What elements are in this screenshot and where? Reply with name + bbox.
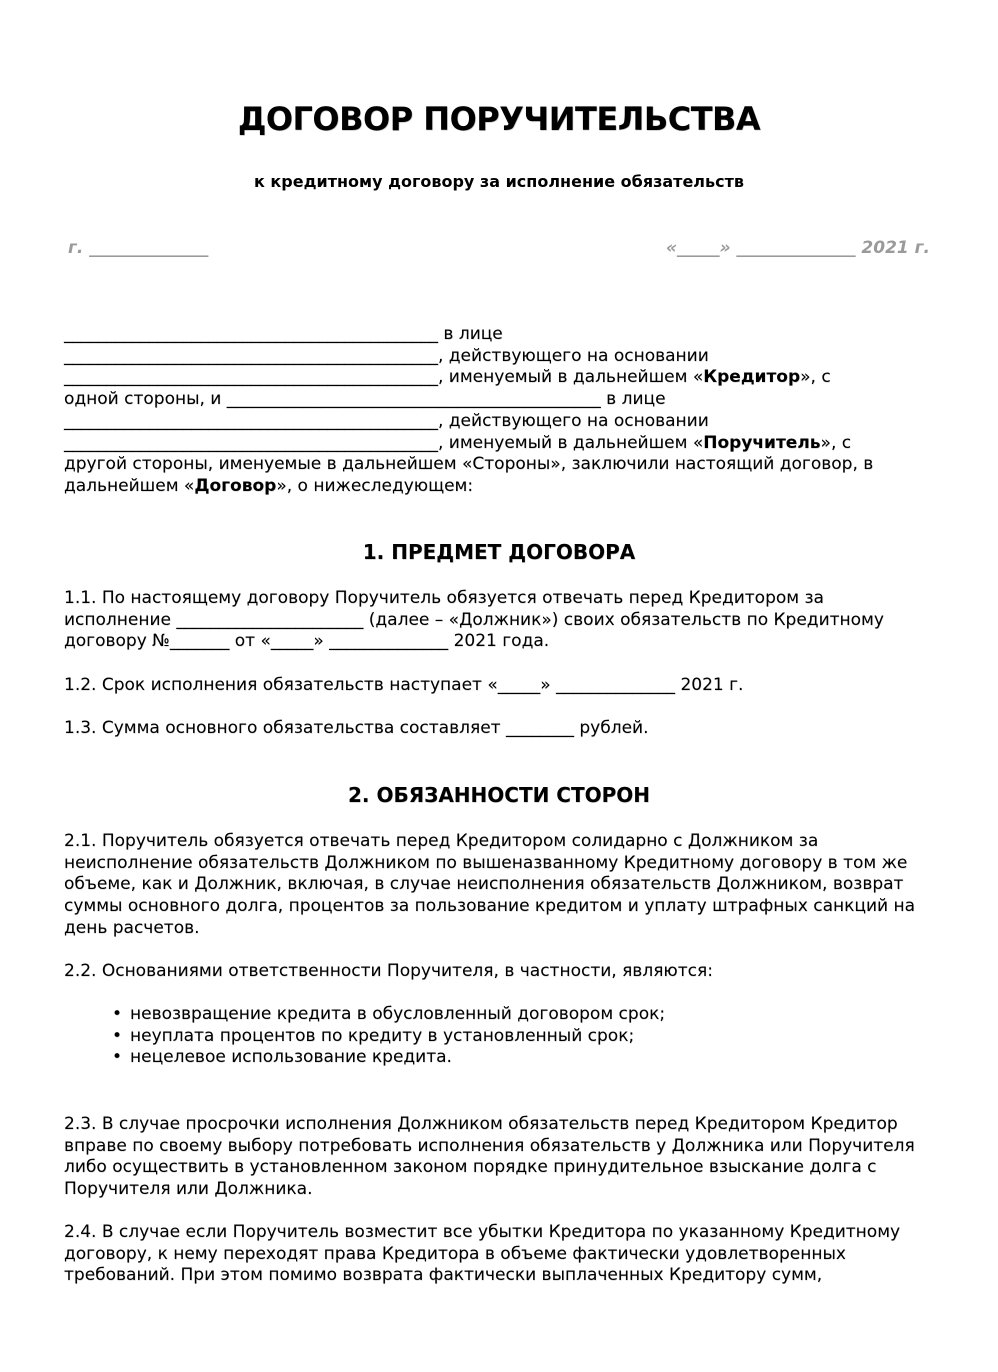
clause-1-1 <box>64 588 944 653</box>
term-guarantor: Поручитель <box>703 432 821 453</box>
clause-line: 2.2. Основаниями ответственности Поручителя, в частности, являются: <box>64 961 713 981</box>
bullet-icon: • <box>112 1004 123 1024</box>
clause-line: неисполнение обязательств Должником по вышеназванному Кредитному договору в том же <box>64 852 908 873</box>
clause-line: 1.1. По настоящему договору Поручитель обязуется отвечать перед Кредитором за <box>64 588 824 608</box>
clause-2-1 <box>64 831 944 940</box>
list-item-text: невозвращение кредита в обусловленный договором срок; <box>130 1004 666 1024</box>
clause-line: 1.2. Срок исполнения обязательств наступает «_____» ______________ 2021 г. <box>64 675 744 695</box>
intro-text: ____________________________________________, именуемый в дальнейшем « <box>64 432 704 453</box>
intro-line <box>64 433 944 455</box>
list-item <box>108 1047 665 1069</box>
clause-1-2 <box>64 675 944 697</box>
document-subtitle: к кредитному договору за исполнение обязательств <box>253 172 745 191</box>
clause-2-3 <box>64 1114 944 1201</box>
section-2-heading: 2. ОБЯЗАННОСТИ СТОРОН <box>347 783 651 807</box>
clause-line: договору, к нему переходят права Кредитора в объеме фактически удовлетворенных <box>64 1243 846 1264</box>
intro-line: одной стороны, и ____________________________________________ в лице <box>64 389 666 410</box>
clause-line: Поручителя или Должника. <box>64 1179 313 1200</box>
intro-text: », о нижеследующем: <box>276 475 474 496</box>
intro-line: ____________________________________________, действующего на основании <box>64 410 709 431</box>
clause-line: исполнение ______________________ (далее – «Должник») своих обязательств по Кредитному <box>64 609 884 630</box>
clause-line: суммы основного долга, процентов за пользование кредитом и уплату штрафных санкций на <box>64 896 916 917</box>
clause-line: объеме, как и Должник, включая, в случае неисполнения обязательств Должником, возврат <box>64 874 904 895</box>
intro-line <box>64 367 944 389</box>
date-field: «_____» ______________ 2021 г. <box>665 238 930 258</box>
clause-2-4 <box>64 1222 944 1287</box>
clause-line: либо осуществить в установленном законом порядке принудительное взыскание долга с <box>64 1157 877 1178</box>
term-creditor: Кредитор <box>703 367 801 388</box>
clause-line: 2.1. Поручитель обязуется отвечать перед Кредитором солидарно с Должником за <box>64 831 819 851</box>
bullet-icon: • <box>112 1025 123 1046</box>
place-field: г. ______________ <box>68 238 209 258</box>
clause-line: договору №_______ от «_____» ______________ 2021 года. <box>64 631 550 652</box>
document-title: ДОГОВОР ПОРУЧИТЕЛЬСТВА <box>237 100 761 138</box>
clause-2-2 <box>64 961 944 983</box>
intro-text: дальнейшем « <box>64 475 195 496</box>
term-contract: Договор <box>194 475 277 496</box>
clause-line: требований. При этом помимо возврата фактически выплаченных Кредитору сумм, <box>64 1265 823 1286</box>
intro-line: ____________________________________________ в лице <box>64 324 503 344</box>
list-item <box>108 1004 665 1026</box>
intro-line: ____________________________________________, действующего на основании <box>64 345 709 366</box>
liability-grounds-list <box>108 1004 665 1069</box>
list-item <box>108 1026 665 1048</box>
clause-1-3 <box>64 718 944 740</box>
intro-line: другой стороны, именуемые в дальнейшем «Стороны», заключили настоящий договор, в <box>64 454 874 475</box>
clause-line: вправе по своему выбору потребовать исполнения обязательств у Должника или Поручителя <box>64 1135 915 1156</box>
intro-text: », с <box>800 367 831 388</box>
clause-line: 2.3. В случае просрочки исполнения Должником обязательств перед Кредитором Кредитор <box>64 1114 898 1134</box>
clause-line: 1.3. Сумма основного обязательства составляет ________ рублей. <box>64 718 649 738</box>
list-item-text: неуплата процентов по кредиту в установленный срок; <box>130 1025 635 1046</box>
intro-text: ____________________________________________, именуемый в дальнейшем « <box>64 367 704 388</box>
bullet-icon: • <box>112 1047 123 1068</box>
parties-intro <box>64 324 944 498</box>
intro-text: », с <box>820 432 852 453</box>
clause-line: 2.4. В случае если Поручитель возместит все убытки Кредитора по указанному Кредитному <box>64 1222 901 1242</box>
list-item-text: нецелевое использование кредита. <box>130 1047 452 1068</box>
intro-line <box>64 476 944 498</box>
clause-line: день расчетов. <box>64 917 200 938</box>
section-1-heading: 1. ПРЕДМЕТ ДОГОВОРА <box>362 540 636 564</box>
